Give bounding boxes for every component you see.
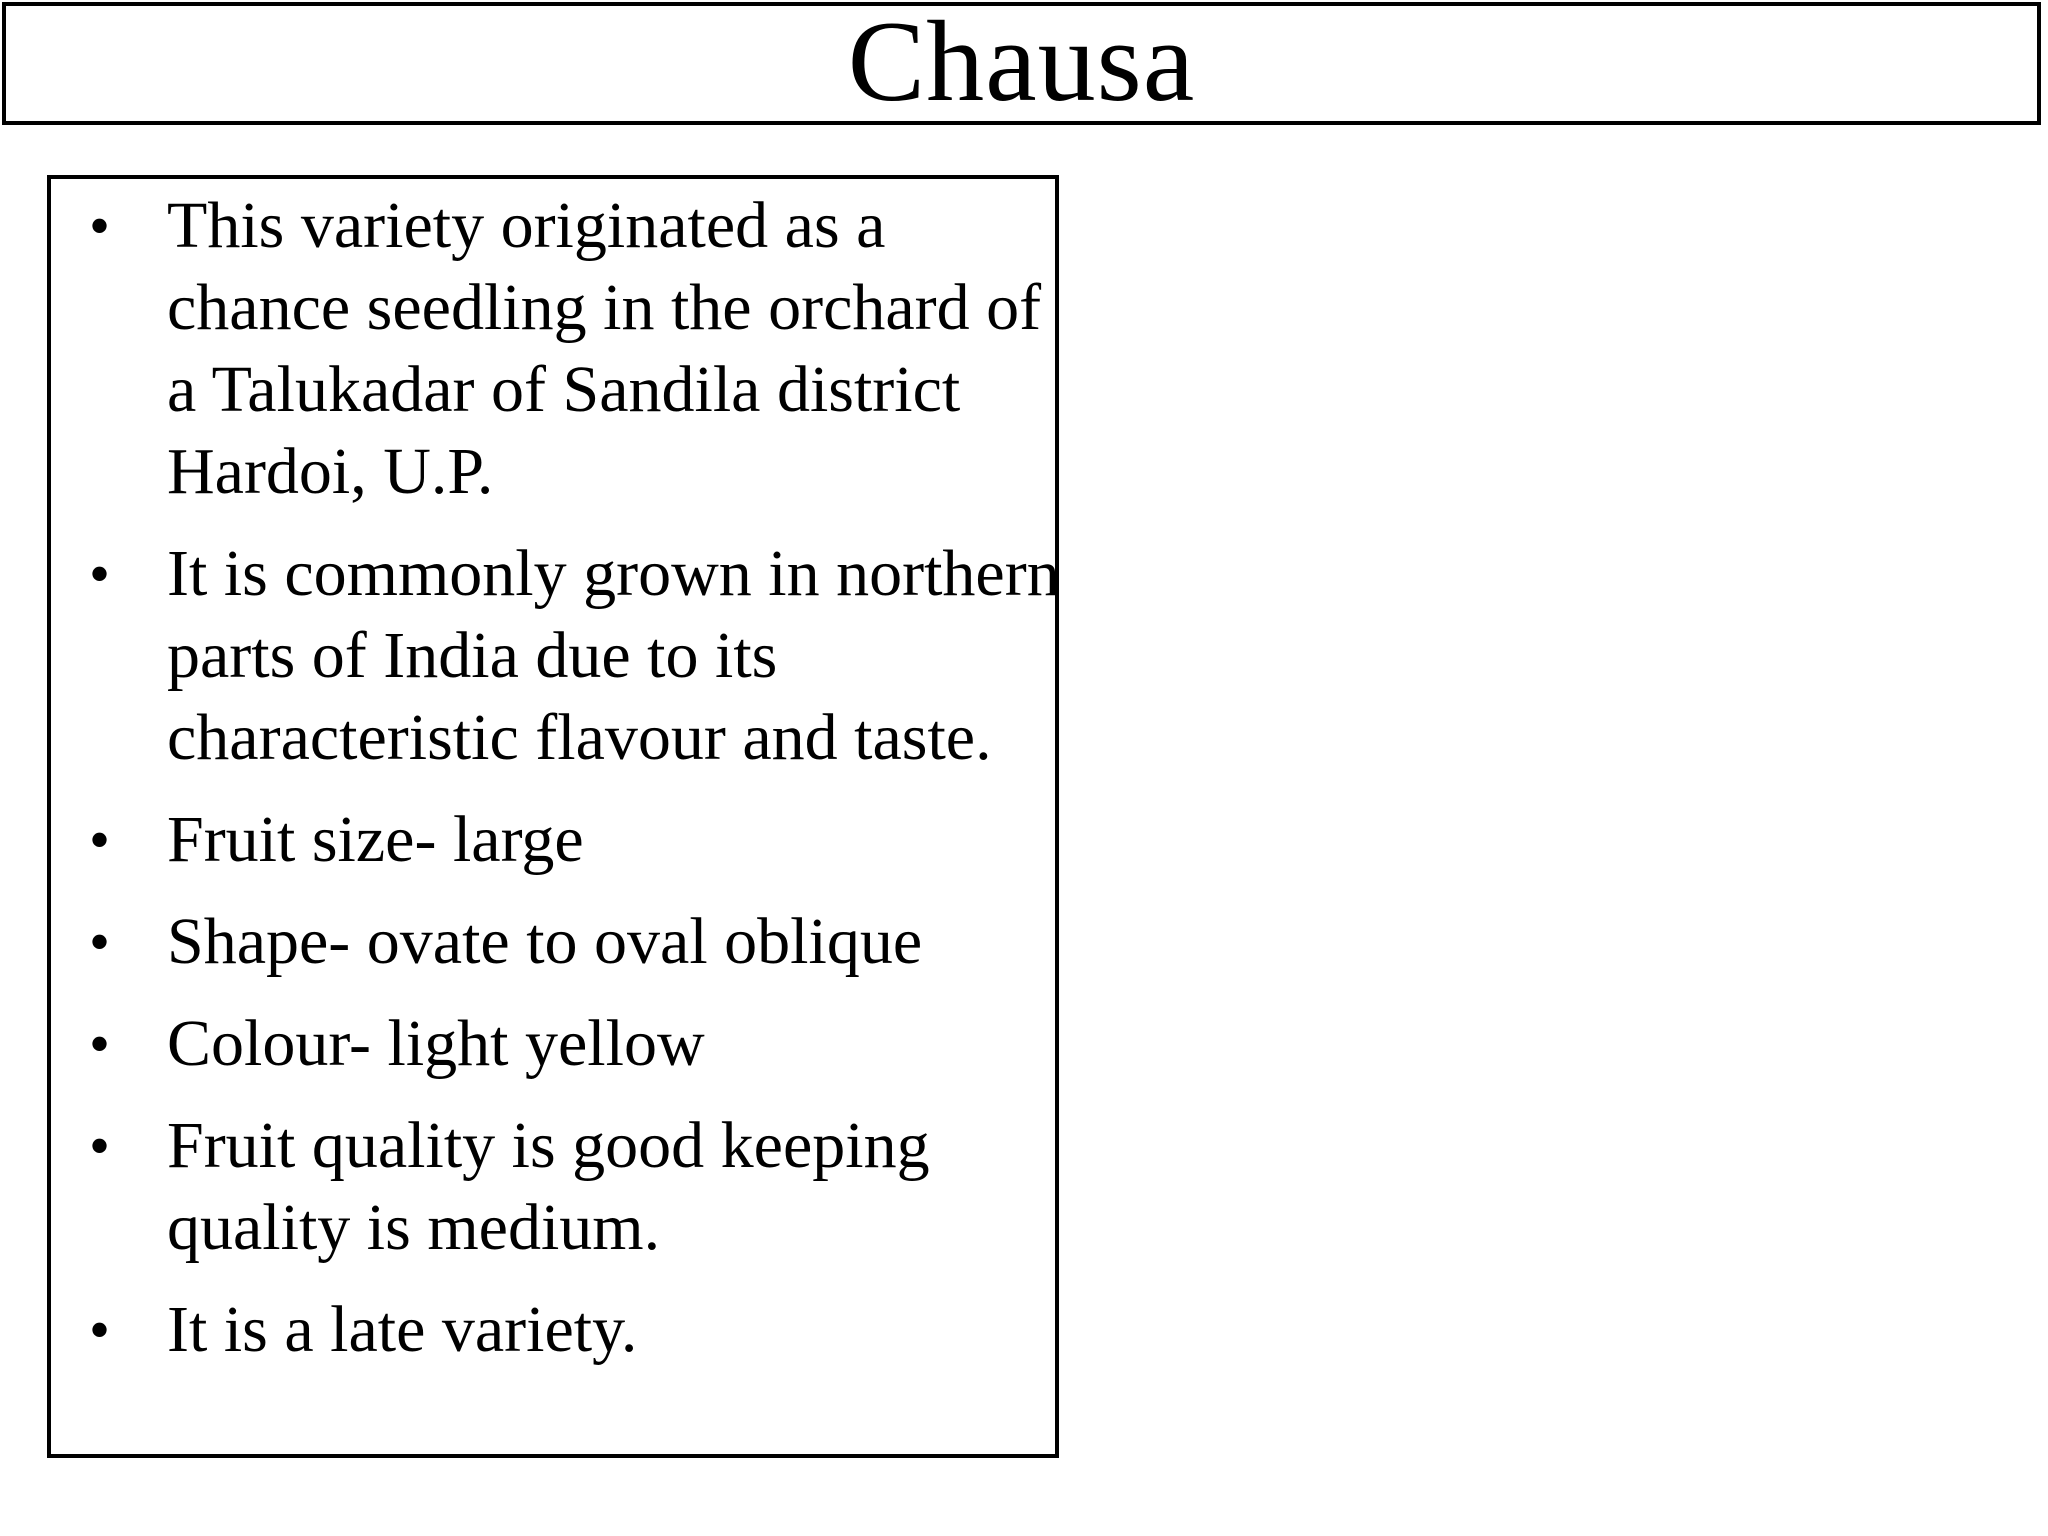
bullet-icon: • bbox=[89, 1297, 111, 1363]
list-item bbox=[71, 1289, 1061, 1371]
bullet-text: Fruit size- large bbox=[167, 803, 584, 876]
content-box bbox=[47, 175, 1059, 1458]
list-item bbox=[71, 901, 1061, 983]
bullet-icon: • bbox=[89, 909, 111, 975]
bullet-text: Colour- light yellow bbox=[167, 1007, 705, 1080]
bullet-text: This variety originated as a chance seedling in the orchard of a Talukadar of Sandila district Hardoi, U.P. bbox=[167, 189, 1042, 508]
bullet-text: It is commonly grown in northern parts of India due to its characteristic flavour and taste. bbox=[167, 537, 1060, 774]
slide-title: Chausa bbox=[847, 0, 1196, 126]
bullet-text: Shape- ovate to oval oblique bbox=[167, 905, 923, 978]
bullet-icon: • bbox=[89, 1011, 111, 1077]
bullet-icon: • bbox=[89, 807, 111, 873]
title-box bbox=[2, 2, 2041, 125]
bullet-text: Fruit quality is good keeping quality is medium. bbox=[167, 1109, 930, 1264]
list-item bbox=[71, 799, 1061, 881]
list-item bbox=[71, 1105, 1061, 1269]
bullet-icon: • bbox=[89, 541, 111, 607]
bullet-list bbox=[71, 185, 1061, 1391]
list-item bbox=[71, 1003, 1061, 1085]
bullet-icon: • bbox=[89, 193, 111, 259]
bullet-icon: • bbox=[89, 1113, 111, 1179]
list-item bbox=[71, 533, 1061, 779]
list-item bbox=[71, 185, 1061, 513]
bullet-text: It is a late variety. bbox=[167, 1293, 638, 1366]
